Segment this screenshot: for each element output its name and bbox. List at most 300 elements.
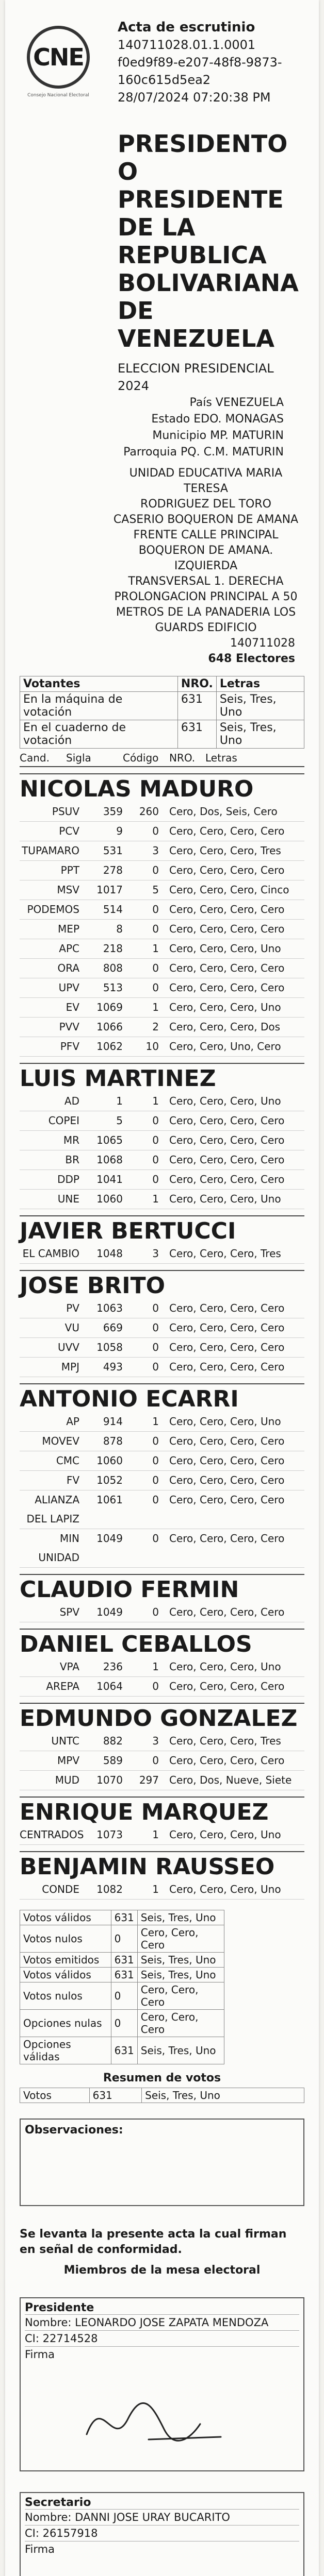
party-row <box>20 1471 304 1490</box>
table-row <box>20 1925 224 1953</box>
party-sigla: MEP <box>58 923 79 935</box>
logo-mark: CNE <box>27 26 90 89</box>
party-row <box>20 1318 304 1338</box>
header-info <box>97 19 304 106</box>
country: País VENEZUELA <box>189 396 284 409</box>
municipality: Municipio MP. MATURIN <box>152 429 284 442</box>
party-header <box>20 749 304 767</box>
candidate-name: ENRIQUE MARQUEZ <box>20 1797 304 1825</box>
party-letras: Cero, Cero, Cero, Cero <box>169 1341 285 1353</box>
party-row <box>20 959 304 978</box>
party-nro: 1 <box>152 1193 159 1205</box>
hdr-cand: Cand. <box>20 752 50 764</box>
resumen-letras: Seis, Tres, Uno <box>142 2088 304 2103</box>
party-sigla: CENTRADOS <box>20 1828 84 1841</box>
address-line: GUARDS EDIFICIO <box>155 621 257 634</box>
party-sigla: AREPA <box>46 1680 79 1692</box>
party-code: 514 <box>103 903 123 916</box>
party-letras: Cero, Cero, Cero, Cero <box>169 1154 285 1166</box>
party-code: 1058 <box>96 1341 123 1353</box>
party-letras: Cero, Cero, Cero, Cero <box>169 962 285 974</box>
col-letras: Letras <box>216 676 304 692</box>
address-line: UNIDAD EDUCATIVA MARIA TERESA <box>129 467 283 495</box>
total-nro: 0 <box>111 2010 137 2037</box>
party-sigla: PV <box>66 1302 79 1314</box>
signature-scribble <box>25 2557 303 2576</box>
candidate-name: CLAUDIO FERMIN <box>20 1574 304 1603</box>
party-sigla: PSUV <box>52 805 79 818</box>
party-code: 1068 <box>96 1154 123 1166</box>
datetime: 28/07/2024 07:20:38 PM <box>118 90 271 105</box>
party-letras: Cero, Cero, Cero, Cero <box>169 1302 285 1314</box>
party-sigla: ORA <box>57 962 79 974</box>
party-code: 1048 <box>96 1247 123 1260</box>
id-line-1: f0ed9f89-e207-48f8-9873- <box>118 55 282 70</box>
party-code: 1069 <box>96 1001 123 1013</box>
candidate-name: ANTONIO ECARRI <box>20 1383 304 1412</box>
party-row <box>20 1190 304 1209</box>
party-letras: Cero, Dos, Seis, Cero <box>169 805 278 818</box>
party-letras: Cero, Cero, Cero, Uno <box>169 1001 281 1013</box>
party-row <box>20 1170 304 1190</box>
party-letras: Cero, Cero, Cero, Uno <box>169 1883 281 1895</box>
party-sigla: MIN UNIDAD <box>38 1532 79 1564</box>
party-row <box>20 1657 304 1677</box>
table-row <box>20 1953 224 1968</box>
voters-table <box>20 676 304 749</box>
member-name: Nombre: LEONARDO JOSE ZAPATA MENDOZA <box>25 2314 299 2330</box>
candidate-name: BENJAMIN RAUSSEO <box>20 1851 304 1880</box>
party-sigla: UVV <box>57 1341 79 1353</box>
resumen-title: Resumen de votos <box>103 2072 221 2084</box>
party-nro: 1 <box>152 1660 159 1673</box>
observaciones-box <box>20 2119 304 2206</box>
signature <box>25 2557 299 2576</box>
party-letras: Cero, Cero, Cero, Cero <box>169 1494 285 1506</box>
resumen-label: Votos <box>20 2088 90 2103</box>
party-code: 914 <box>103 1415 123 1428</box>
logo-subtitle: Consejo Nacional Electoral <box>27 93 89 98</box>
party-nro: 0 <box>152 1494 159 1506</box>
center-code: 140711028 <box>230 637 295 650</box>
party-code: 1065 <box>96 1134 123 1146</box>
party-letras: Cero, Cero, Cero, Cero <box>169 1532 285 1545</box>
party-code: 1070 <box>96 1774 123 1786</box>
party-code: 1041 <box>96 1173 123 1185</box>
party-nro: 0 <box>152 1532 159 1545</box>
party-letras: Cero, Cero, Cero, Cinco <box>169 884 289 896</box>
members-list <box>20 2297 304 2576</box>
party-nro: 0 <box>152 864 159 876</box>
party-code: 669 <box>103 1321 123 1334</box>
party-nro: 297 <box>139 1774 159 1786</box>
party-letras: Cero, Cero, Cero, Cero <box>169 1606 285 1618</box>
signature-scribble <box>25 2362 303 2470</box>
hdr-letras: Letras <box>205 752 237 764</box>
col-nro: NRO. <box>177 676 216 692</box>
party-nro: 1 <box>152 1001 159 1013</box>
party-code: 1060 <box>96 1454 123 1467</box>
member-role: Presidente <box>25 2301 94 2314</box>
total-label: Opciones nulas <box>20 2010 111 2037</box>
party-sigla: UNE <box>57 1193 79 1205</box>
party-letras: Cero, Cero, Cero, Uno <box>169 1415 281 1428</box>
party-nro: 0 <box>152 1754 159 1767</box>
member-secretario <box>20 2492 304 2576</box>
electors-count: 648 Electores <box>208 652 295 665</box>
party-row <box>20 1490 304 1529</box>
member-ci: CI: 22714528 <box>25 2330 299 2346</box>
member-name: Nombre: DANNI JOSE URAY BUCARITO <box>25 2509 299 2525</box>
row-nro: 631 <box>177 692 216 720</box>
candidate-name: EDMUNDO GONZALEZ <box>20 1703 304 1732</box>
member-role: Secretario <box>25 2496 91 2509</box>
party-nro: 3 <box>152 844 159 857</box>
party-code: 1049 <box>96 1532 123 1545</box>
party-nro: 0 <box>152 1321 159 1334</box>
party-letras: Cero, Cero, Cero, Cero <box>169 1361 285 1373</box>
party-nro: 0 <box>152 903 159 916</box>
party-letras: Cero, Cero, Cero, Uno <box>169 1095 281 1107</box>
party-letras: Cero, Cero, Uno, Cero <box>169 1040 281 1053</box>
table-row <box>20 692 304 720</box>
party-nro: 1 <box>152 1828 159 1841</box>
total-letras: Cero, Cero, Cero <box>137 2010 224 2037</box>
party-code: 513 <box>103 981 123 994</box>
candidate-name: NICOLAS MADURO <box>20 773 304 802</box>
party-code: 1063 <box>96 1302 123 1314</box>
acta-label: Acta de escrutinio <box>118 20 255 35</box>
party-letras: Cero, Dos, Nueve, Siete <box>169 1774 292 1786</box>
total-letras: Seis, Tres, Uno <box>137 1910 224 1925</box>
party-row <box>20 1732 304 1751</box>
party-nro: 0 <box>152 1680 159 1692</box>
party-row <box>20 1771 304 1790</box>
title-line: BOLIVARIANA DE <box>118 269 299 325</box>
row-letras: Seis, Tres, Uno <box>216 720 304 749</box>
party-nro: 0 <box>152 1134 159 1146</box>
party-sigla: MPJ <box>61 1361 79 1373</box>
hdr-sigla: Sigla <box>66 752 91 764</box>
party-letras: Cero, Cero, Cero, Cero <box>169 1680 285 1692</box>
party-code: 493 <box>103 1361 123 1373</box>
row-label: En el cuaderno de votación <box>20 720 178 749</box>
acta-receipt <box>5 0 319 2576</box>
party-nro: 1 <box>152 1883 159 1895</box>
party-code: 1062 <box>96 1040 123 1053</box>
table-row <box>20 2088 304 2103</box>
party-letras: Cero, Cero, Cero, Cero <box>169 825 285 837</box>
candidate-name: JOSE BRITO <box>20 1270 304 1299</box>
party-row <box>20 1432 304 1451</box>
party-sigla: UPV <box>58 981 79 994</box>
party-nro: 10 <box>145 1040 159 1053</box>
party-sigla: CMC <box>56 1454 79 1467</box>
party-letras: Cero, Cero, Cero, Uno <box>169 1828 281 1841</box>
title-line: REPUBLICA <box>118 241 267 269</box>
party-sigla: MOVEV <box>42 1435 79 1447</box>
party-row <box>20 880 304 900</box>
party-nro: 0 <box>152 1361 159 1373</box>
total-label: Votos emitidos <box>20 1953 111 1968</box>
party-code: 236 <box>103 1660 123 1673</box>
party-code: 878 <box>103 1435 123 1447</box>
state: Estado EDO. MONAGAS <box>151 413 284 426</box>
party-sigla: BR <box>65 1154 79 1166</box>
address-line: PROLONGACION PRINCIPAL A 50 <box>114 590 298 603</box>
code-line: 140711028.01.1.0001 <box>118 38 256 52</box>
candidate-name: JAVIER BERTUCCI <box>20 1215 304 1244</box>
party-row <box>20 1037 304 1057</box>
party-row <box>20 1244 304 1264</box>
party-nro: 0 <box>152 1474 159 1486</box>
party-sigla: APC <box>59 942 79 955</box>
party-row <box>20 841 304 861</box>
party-letras: Cero, Cero, Cero, Cero <box>169 1321 285 1334</box>
hdr-nro: NRO. <box>169 752 196 764</box>
party-nro: 0 <box>152 962 159 974</box>
party-sigla: FV <box>66 1474 79 1486</box>
party-row <box>20 1412 304 1432</box>
party-row <box>20 1529 304 1568</box>
party-letras: Cero, Cero, Cero, Uno <box>169 1193 281 1205</box>
party-code: 1 <box>116 1095 123 1107</box>
table-row <box>20 2010 224 2037</box>
party-sigla: SPV <box>59 1606 79 1618</box>
id-line-2: 160c615d5ea2 <box>118 73 211 87</box>
address-line: METROS DE LA PANADERIA LOS <box>116 606 296 619</box>
total-label: Votos nulos <box>20 1982 111 2010</box>
total-nro: 631 <box>111 1953 137 1968</box>
party-row <box>20 1299 304 1318</box>
party-sigla: COPEI <box>48 1114 79 1127</box>
party-row <box>20 920 304 939</box>
table-row <box>20 2037 224 2064</box>
party-row <box>20 1150 304 1170</box>
party-nro: 1 <box>152 1415 159 1428</box>
party-sigla: ALIANZA DEL LAPIZ <box>26 1494 79 1525</box>
total-nro: 631 <box>111 1968 137 1982</box>
party-letras: Cero, Cero, Cero, Cero <box>169 1173 285 1185</box>
party-letras: Cero, Cero, Cero, Cero <box>169 903 285 916</box>
total-label: Votos válidos <box>20 1910 111 1925</box>
party-code: 589 <box>103 1754 123 1767</box>
party-code: 1017 <box>96 884 123 896</box>
title-line: PRESIDENTO O <box>118 130 288 185</box>
party-sigla: CONDE <box>42 1883 79 1895</box>
party-nro: 0 <box>152 1454 159 1467</box>
party-code: 5 <box>116 1114 123 1127</box>
party-letras: Cero, Cero, Cero, Dos <box>169 1021 281 1033</box>
party-code: 278 <box>103 864 123 876</box>
party-nro: 0 <box>152 825 159 837</box>
party-row <box>20 1603 304 1622</box>
address-line: FRENTE CALLE PRINCIPAL <box>133 529 279 541</box>
party-sigla: TUPAMARO <box>22 844 79 857</box>
party-sigla: PVV <box>59 1021 79 1033</box>
party-code: 1073 <box>96 1828 123 1841</box>
total-nro: 0 <box>111 1925 137 1953</box>
candidate-name: LUIS MARTINEZ <box>20 1063 304 1092</box>
party-nro: 0 <box>152 1173 159 1185</box>
party-row <box>20 1018 304 1037</box>
parish: Parroquia PQ. C.M. MATURIN <box>123 446 284 459</box>
party-code: 1052 <box>96 1474 123 1486</box>
party-nro: 0 <box>152 1302 159 1314</box>
party-code: 8 <box>116 923 123 935</box>
party-sigla: EL CAMBIO <box>22 1247 79 1260</box>
total-letras: Cero, Cero, Cero <box>137 1925 224 1953</box>
party-sigla: VPA <box>59 1660 79 1673</box>
party-row <box>20 1092 304 1111</box>
totals-table <box>20 1910 224 2064</box>
table-row <box>20 1982 224 2010</box>
party-sigla: MUD <box>55 1774 79 1786</box>
party-row <box>20 822 304 841</box>
party-letras: Cero, Cero, Cero, Cero <box>169 1474 285 1486</box>
cne-logo <box>20 19 97 127</box>
party-letras: Cero, Cero, Cero, Tres <box>169 1247 281 1260</box>
member-firma-label: Firma <box>25 2541 299 2557</box>
party-sigla: MSV <box>57 884 79 896</box>
party-nro: 0 <box>152 1606 159 1618</box>
party-row <box>20 1131 304 1150</box>
party-sigla: MR <box>63 1134 79 1146</box>
address-line: CASERIO BOQUERON DE AMANA <box>113 513 299 526</box>
total-letras: Seis, Tres, Uno <box>137 1953 224 1968</box>
party-nro: 3 <box>152 1735 159 1747</box>
party-code: 359 <box>103 805 123 818</box>
member-presidente <box>20 2297 304 2471</box>
party-letras: Cero, Cero, Cero, Cero <box>169 1454 285 1467</box>
candidates-list <box>20 773 304 1900</box>
party-nro: 1 <box>152 942 159 955</box>
party-letras: Cero, Cero, Cero, Cero <box>169 1435 285 1447</box>
party-sigla: MPV <box>57 1754 79 1767</box>
table-row <box>20 720 304 749</box>
party-code: 1060 <box>96 1193 123 1205</box>
party-nro: 0 <box>152 981 159 994</box>
party-nro: 0 <box>152 1114 159 1127</box>
party-row <box>20 900 304 920</box>
party-code: 1061 <box>96 1494 123 1506</box>
party-code: 1049 <box>96 1606 123 1618</box>
member-firma-label: Firma <box>25 2346 299 2362</box>
party-nro: 5 <box>152 884 159 896</box>
party-code: 1082 <box>96 1883 123 1895</box>
party-row <box>20 1451 304 1471</box>
address-line: TRANSVERSAL 1. DERECHA <box>128 575 284 588</box>
party-sigla: PFV <box>60 1040 79 1053</box>
party-letras: Cero, Cero, Cero, Tres <box>169 844 281 857</box>
party-nro: 0 <box>152 1154 159 1166</box>
party-letras: Cero, Cero, Cero, Uno <box>169 942 281 955</box>
party-row <box>20 1111 304 1131</box>
total-letras: Seis, Tres, Uno <box>137 2037 224 2064</box>
row-label: En la máquina de votación <box>20 692 178 720</box>
party-letras: Cero, Cero, Cero, Cero <box>169 1754 285 1767</box>
hdr-codigo: Código <box>123 752 159 764</box>
resumen-table <box>20 2088 304 2103</box>
candidate-name: DANIEL CEBALLOS <box>20 1629 304 1657</box>
party-row <box>20 1338 304 1358</box>
party-nro: 3 <box>152 1247 159 1260</box>
party-code: 218 <box>103 942 123 955</box>
party-row <box>20 998 304 1018</box>
party-nro: 0 <box>152 1341 159 1353</box>
party-nro: 1 <box>152 1095 159 1107</box>
party-row <box>20 802 304 822</box>
party-code: 1064 <box>96 1680 123 1692</box>
party-sigla: AD <box>64 1095 79 1107</box>
party-nro: 260 <box>139 805 159 818</box>
party-row <box>20 1880 304 1900</box>
party-sigla: EV <box>66 1001 79 1013</box>
party-letras: Cero, Cero, Cero, Cero <box>169 1114 285 1127</box>
party-letras: Cero, Cero, Cero, Cero <box>169 1134 285 1146</box>
address-line: BOQUERON DE AMANA. IZQUIERDA <box>138 544 273 572</box>
location-meta <box>20 395 304 461</box>
party-row <box>20 1825 304 1845</box>
party-nro: 2 <box>152 1021 159 1033</box>
title-line: VENEZUELA <box>118 325 274 352</box>
party-code: 1066 <box>96 1021 123 1033</box>
total-nro: 0 <box>111 1982 137 2010</box>
row-letras: Seis, Tres, Uno <box>216 692 304 720</box>
signature <box>25 2362 299 2470</box>
col-votantes: Votantes <box>20 676 178 692</box>
party-sigla: PPT <box>60 864 79 876</box>
party-letras: Cero, Cero, Cero, Cero <box>169 981 285 994</box>
row-nro: 631 <box>177 720 216 749</box>
member-ci: CI: 26157918 <box>25 2525 299 2541</box>
party-row <box>20 861 304 880</box>
party-row <box>20 978 304 998</box>
conformity-note: Se levanta la presente acta la cual firman en señal de conformidad. <box>20 2228 287 2256</box>
party-row <box>20 1751 304 1771</box>
table-row <box>20 1968 224 1982</box>
resumen-nro: 631 <box>89 2088 142 2103</box>
party-row <box>20 1677 304 1697</box>
party-nro: 0 <box>152 923 159 935</box>
header <box>20 19 304 127</box>
party-sigla: UNTC <box>51 1735 79 1747</box>
title-line: PRESIDENTE DE LA <box>118 185 284 241</box>
party-sigla: PCV <box>59 825 79 837</box>
center-code-block <box>20 636 304 667</box>
party-sigla: DDP <box>57 1173 79 1185</box>
party-code: 9 <box>116 825 123 837</box>
total-letras: Seis, Tres, Uno <box>137 1968 224 1982</box>
party-nro: 0 <box>152 1435 159 1447</box>
party-row <box>20 1358 304 1377</box>
party-sigla: PODEMOS <box>27 903 79 916</box>
total-label: Opciones válidas <box>20 2037 111 2064</box>
party-row <box>20 939 304 959</box>
party-code: 531 <box>103 844 123 857</box>
table-row <box>20 1910 224 1925</box>
party-letras: Cero, Cero, Cero, Cero <box>169 864 285 876</box>
party-letras: Cero, Cero, Cero, Tres <box>169 1735 281 1747</box>
total-nro: 631 <box>111 1910 137 1925</box>
total-letras: Cero, Cero, Cero <box>137 1982 224 2010</box>
party-code: 882 <box>103 1735 123 1747</box>
party-letras: Cero, Cero, Cero, Uno <box>169 1660 281 1673</box>
election-title <box>20 130 304 352</box>
members-title: Miembros de la mesa electoral <box>63 2264 261 2277</box>
party-code: 808 <box>103 962 123 974</box>
election-name: ELECCION PRESIDENCIAL 2024 <box>118 361 274 393</box>
